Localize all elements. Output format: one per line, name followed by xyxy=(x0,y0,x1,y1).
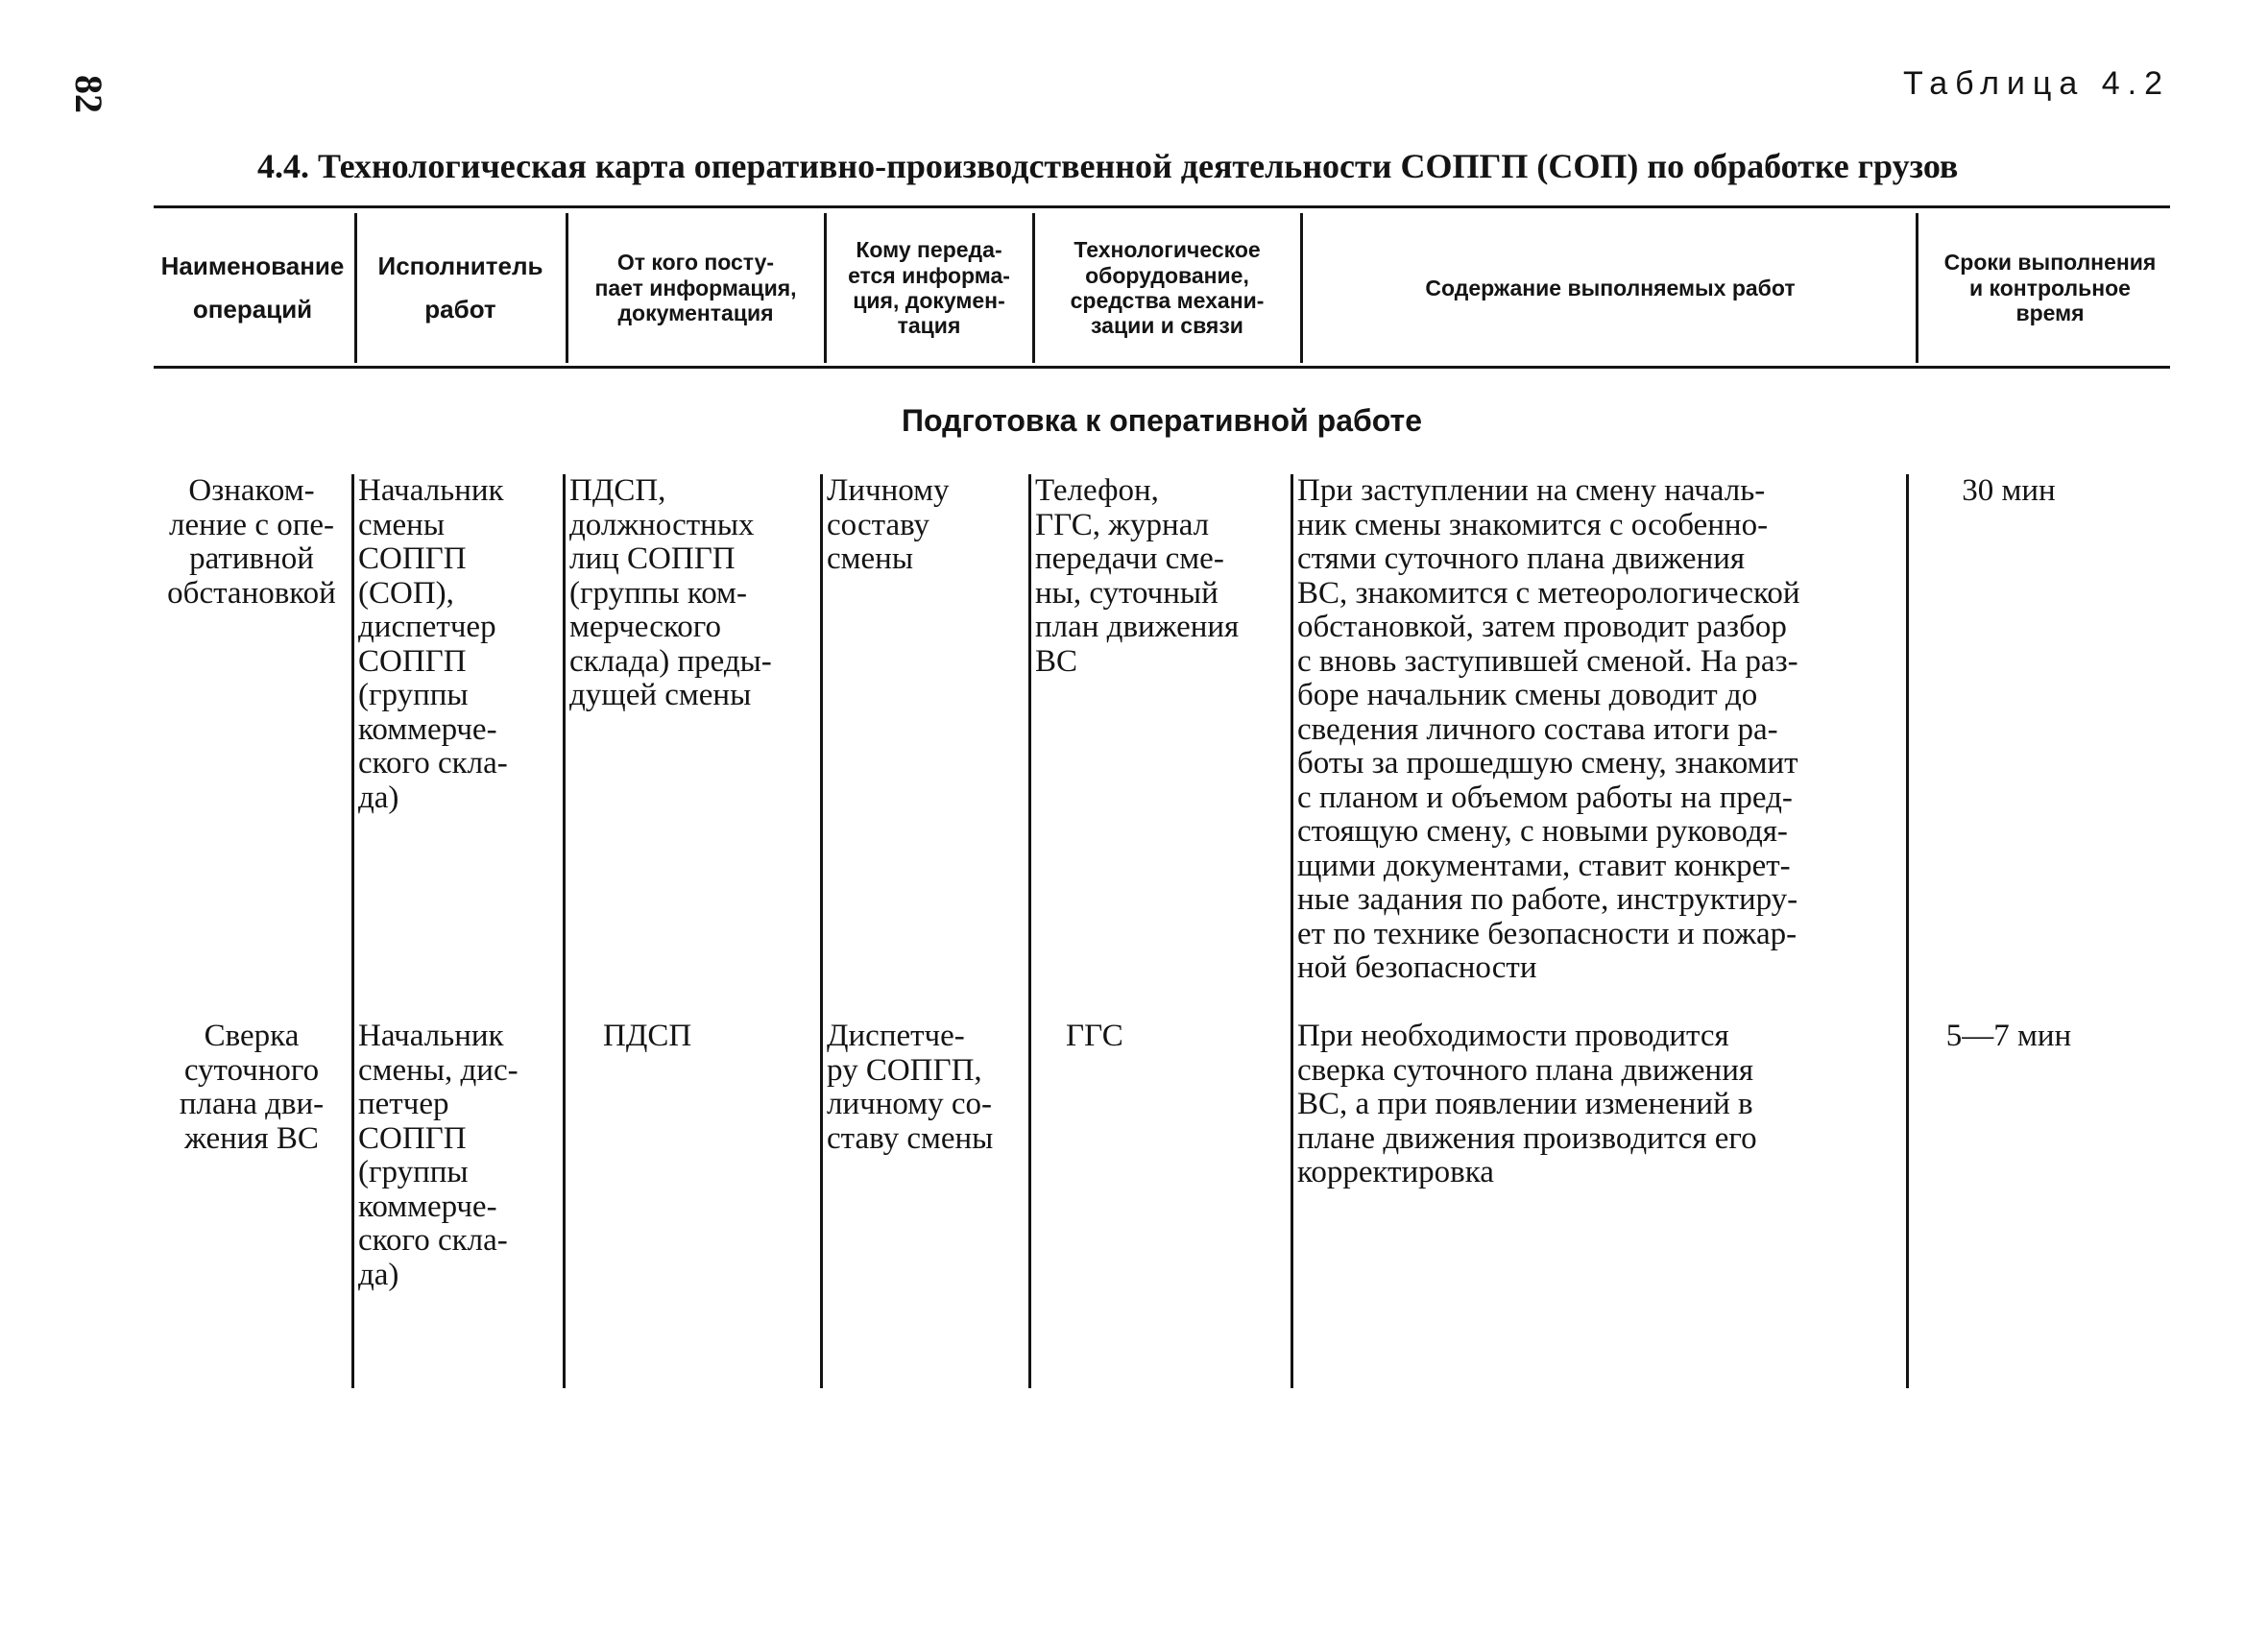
row2-equipment: ГГС xyxy=(1066,1019,1123,1053)
header-bottom-rule xyxy=(154,366,2170,369)
column-divider xyxy=(351,474,354,1388)
column-divider xyxy=(563,474,566,1388)
row1-time: 30 мин xyxy=(1962,473,2056,508)
header-equipment: Технологическое оборудование, средства механи- зации и связи xyxy=(1070,237,1265,339)
row1-executor: Начальник смены СОПГП (СОП), диспетчер СОПГП (группы коммерче- ского скла- да) xyxy=(358,473,508,815)
page-number: 82 xyxy=(67,75,110,113)
header-operations: Наименование операций xyxy=(160,251,345,324)
document-title: 4.4. Технологическая карта оперативно-производственной деятельности СОПГП (СОП) по обработке грузов xyxy=(257,147,1959,185)
row1-operation: Ознаком- ление с опе- ративной обстановкой xyxy=(167,473,336,611)
header-to: Кому переда- ется информа- ция, докумен- тация xyxy=(848,237,1010,339)
header-from: От кого посту- пает информация, документация xyxy=(594,250,797,326)
row2-from: ПДСП xyxy=(603,1019,692,1053)
row2-to: Диспетче- ру СОПГП, личному со- ставу смены xyxy=(827,1019,994,1156)
column-divider xyxy=(1028,474,1031,1388)
row1-from: ПДСП, должностных лиц СОПГП (группы ком- мерческого склада) преды- дущей смены xyxy=(569,473,772,712)
header-executor: Исполнитель работ xyxy=(377,251,543,324)
section-title: Подготовка к оперативной работе xyxy=(902,403,1422,438)
row1-content: При заступлении на смену началь- ник смены знакомится с особенно- стями суточного плана движения ВС, знакомится с метеорологической обстановкой, затем проводит разбор с вновь заступившей сменой. На раз- боре начальник смены доводит до сведения личного состава итоги ра- боты за прошедшую смену, знакомит с планом и объемом работы на пред- стоящую смену, с новыми руководя- щими документами, ставит конкрет- ные задания по работе, инструктиру- ет по технике безопасности и пожар- ной безопасности xyxy=(1297,473,1800,985)
header-divider xyxy=(1916,213,1918,363)
header-divider xyxy=(1032,213,1035,363)
column-divider xyxy=(1906,474,1909,1388)
header-divider xyxy=(566,213,568,363)
table-top-rule xyxy=(154,205,2170,208)
header-divider xyxy=(824,213,827,363)
column-divider xyxy=(1291,474,1293,1388)
header-time: Сроки выполнения и контрольное время xyxy=(1943,250,2157,326)
row2-content: При необходимости проводится сверка суточного плана движения ВС, а при появлении изменений в плане движения производится его корректировка xyxy=(1297,1019,1757,1189)
table-label: Таблица 4.2 xyxy=(1902,65,2170,102)
row2-executor: Начальник смены, дис- петчер СОПГП (группы коммерче- ского скла- да) xyxy=(358,1019,519,1292)
row1-equipment: Телефон, ГГС, журнал передачи сме- ны, суточный план движения ВС xyxy=(1035,473,1240,679)
row2-operation: Сверка суточного плана дви- жения ВС xyxy=(179,1019,325,1156)
row1-to: Личному составу смены xyxy=(827,473,950,576)
header-divider xyxy=(354,213,357,363)
row2-time: 5—7 мин xyxy=(1945,1019,2072,1053)
column-divider xyxy=(820,474,823,1388)
header-content: Содержание выполняемых работ xyxy=(1425,275,1796,300)
header-divider xyxy=(1300,213,1303,363)
